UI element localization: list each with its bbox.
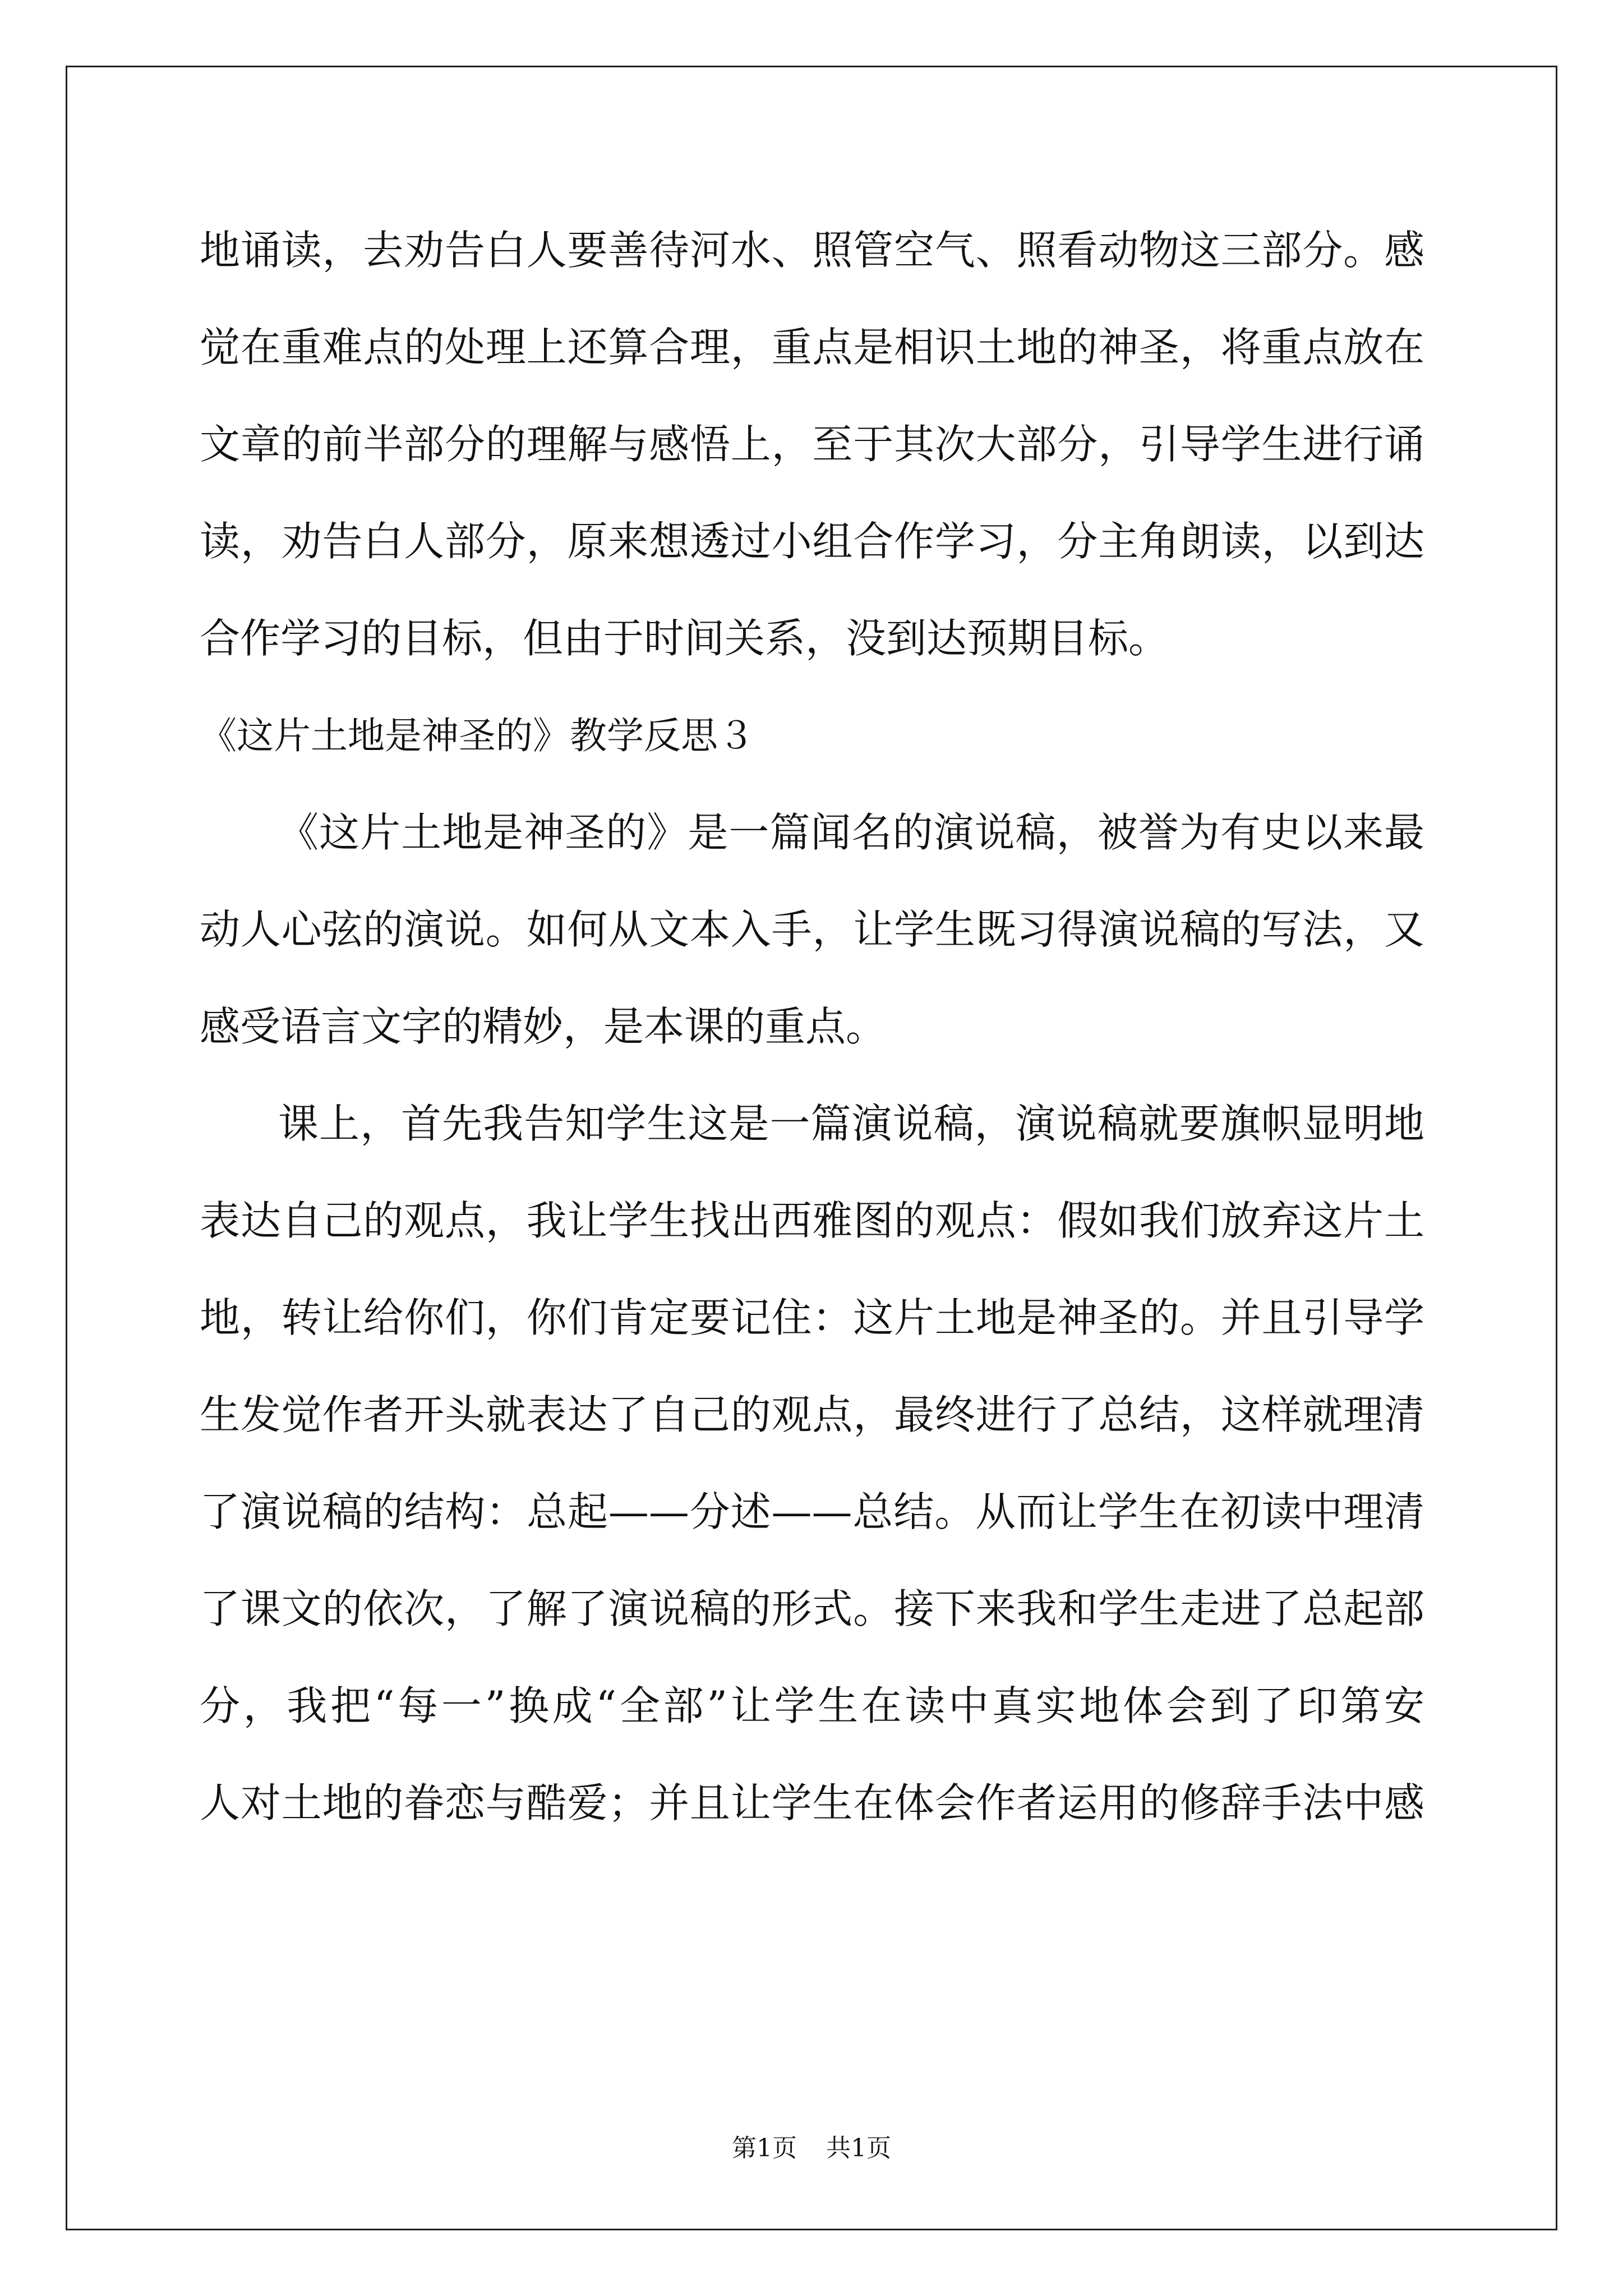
page-number: 第1页 — [732, 2134, 797, 2162]
text-line: 地诵读，去劝告白人要善待河水、照管空气、照看动物这三部分。感 — [200, 227, 1424, 274]
text-line: 了演说稿的结构：总起——分述——总结。从而让学生在初读中理清 — [200, 1488, 1424, 1535]
text-line: 地，转让给你们，你们肯定要记住：这片土地是神圣的。并且引导学 — [200, 1294, 1424, 1341]
text-line: 合作学习的目标，但由于时间关系，没到达预期目标。 — [200, 615, 1169, 662]
section-heading: 《这片土地是神圣的》教学反思３ — [200, 714, 755, 757]
text-line: 了课文的依次，了解了演说稿的形式。接下来我和学生走进了总起部 — [200, 1585, 1424, 1632]
text-line: 《这片土地是神圣的》是一篇闻名的演说稿，被誉为有史以来最 — [278, 809, 1424, 856]
paragraph-3 — [200, 1075, 1424, 1852]
text-line: 表达自己的观点，我让学生找出西雅图的观点：假如我们放弃这片土 — [200, 1197, 1424, 1244]
text-line: 感受语言文字的精妙，是本课的重点。 — [200, 1003, 887, 1050]
page-footer — [0, 2132, 1623, 2165]
paragraph-1 — [200, 202, 1424, 687]
text-line: 文章的前半部分的理解与感悟上，至于其次大部分，引导学生进行诵 — [200, 421, 1424, 468]
total-pages: 共1页 — [826, 2134, 891, 2162]
text-line: 觉在重难点的处理上还算合理，重点是相识土地的神圣，将重点放在 — [200, 324, 1424, 371]
document-body — [200, 202, 1424, 1852]
text-line: 分，我把“每一”换成“全部”让学生在读中真实地体会到了印第安 — [200, 1682, 1424, 1729]
text-line: 课上，首先我告知学生这是一篇演说稿，演说稿就要旗帜显明地 — [278, 1100, 1424, 1147]
text-line: 动人心弦的演说。如何从文本入手，让学生既习得演说稿的写法，又 — [200, 906, 1424, 953]
text-line: 生发觉作者开头就表达了自己的观点，最终进行了总结，这样就理清 — [200, 1391, 1424, 1438]
paragraph-2 — [200, 784, 1424, 1075]
text-line: 读，劝告白人部分，原来想透过小组合作学习，分主角朗读，以到达 — [200, 518, 1424, 565]
text-line: 人对土地的眷恋与酷爱；并且让学生在体会作者运用的修辞手法中感 — [200, 1779, 1424, 1826]
